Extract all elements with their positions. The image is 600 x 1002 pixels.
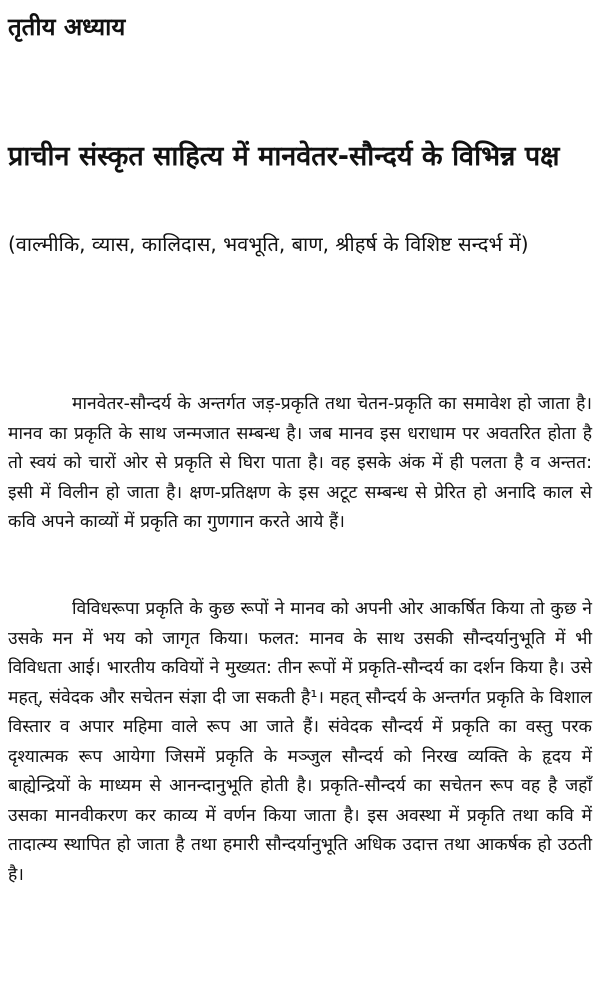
body-paragraph-2: विविधरूपा प्रकृति के कुछ रूपों ने मानव को अपनी ओर आकर्षित किया तो कुछ ने उसके मन में भय को जागृत किया। फलत: मानव के साथ उसकी सौन्दर्यानुभूति में भी विविधता आई। भारतीय कवियों ने मुख्यत: तीन रूपों में प्रकृति-सौन्दर्य का दर्शन किया है। उसे महत्, संवेदक और सचेतन संज्ञा दी जा सकती है¹। महत् सौन्दर्य के अन्तर्गत प्रकृति के विशाल विस्तार व अपार महिमा वाले रूप आ जाते हैं। संवेदक सौन्दर्य में प्रकृति का वस्तु परक दृश्यात्मक रूप आयेगा जिसमें प्रकृति के मञ्जुल सौन्दर्य को निरख व्यक्ति के हृदय में बाह्येन्द्रियों के माध्यम से आनन्दानुभूति होती है। प्रकृति-सौन्दर्य का सचेतन रूप वह है जहाँ उसका मानवीकरण कर काव्य में वर्णन किया जाता है। इस अवस्था में प्रकृति तथा कवि में तादात्म्य स्थापित हो जाता है तथा हमारी सौन्दर्यानुभूति अधिक उदात्त तथा आकर्षक हो उठती है। (8, 599, 592, 885)
chapter-title: प्राचीन संस्कृत साहित्य में मानवेतर-सौन्दर्य के विभिन्न पक्ष (8, 141, 560, 172)
body-paragraph-1: मानवेतर-सौन्दर्य के अन्तर्गत जड़-प्रकृति तथा चेतन-प्रकृति का समावेश हो जाता है। मानव का प्रकृति के साथ जन्मजात सम्बन्ध है। जब मानव इस धराधाम पर अवतरित होता है तो स्वयं को चारों ओर से प्रकृति से घिरा पाता है। वह इसके अंक में ही पलता है व अन्तत: इसी में विलीन हो जाता है। क्षण-प्रतिक्षण के इस अटूट सम्बन्ध से प्रेरित हो अनादि काल से कवि अपने काव्यों में प्रकृति का गुणगान करते आये हैं। (8, 394, 592, 532)
chapter-label: तृतीय अध्याय (8, 13, 126, 41)
chapter-subtitle: (वाल्मीकि, व्यास, कालिदास, भवभूति, बाण, श्रीहर्ष के विशिष्ट सन्दर्भ में) (8, 232, 529, 256)
